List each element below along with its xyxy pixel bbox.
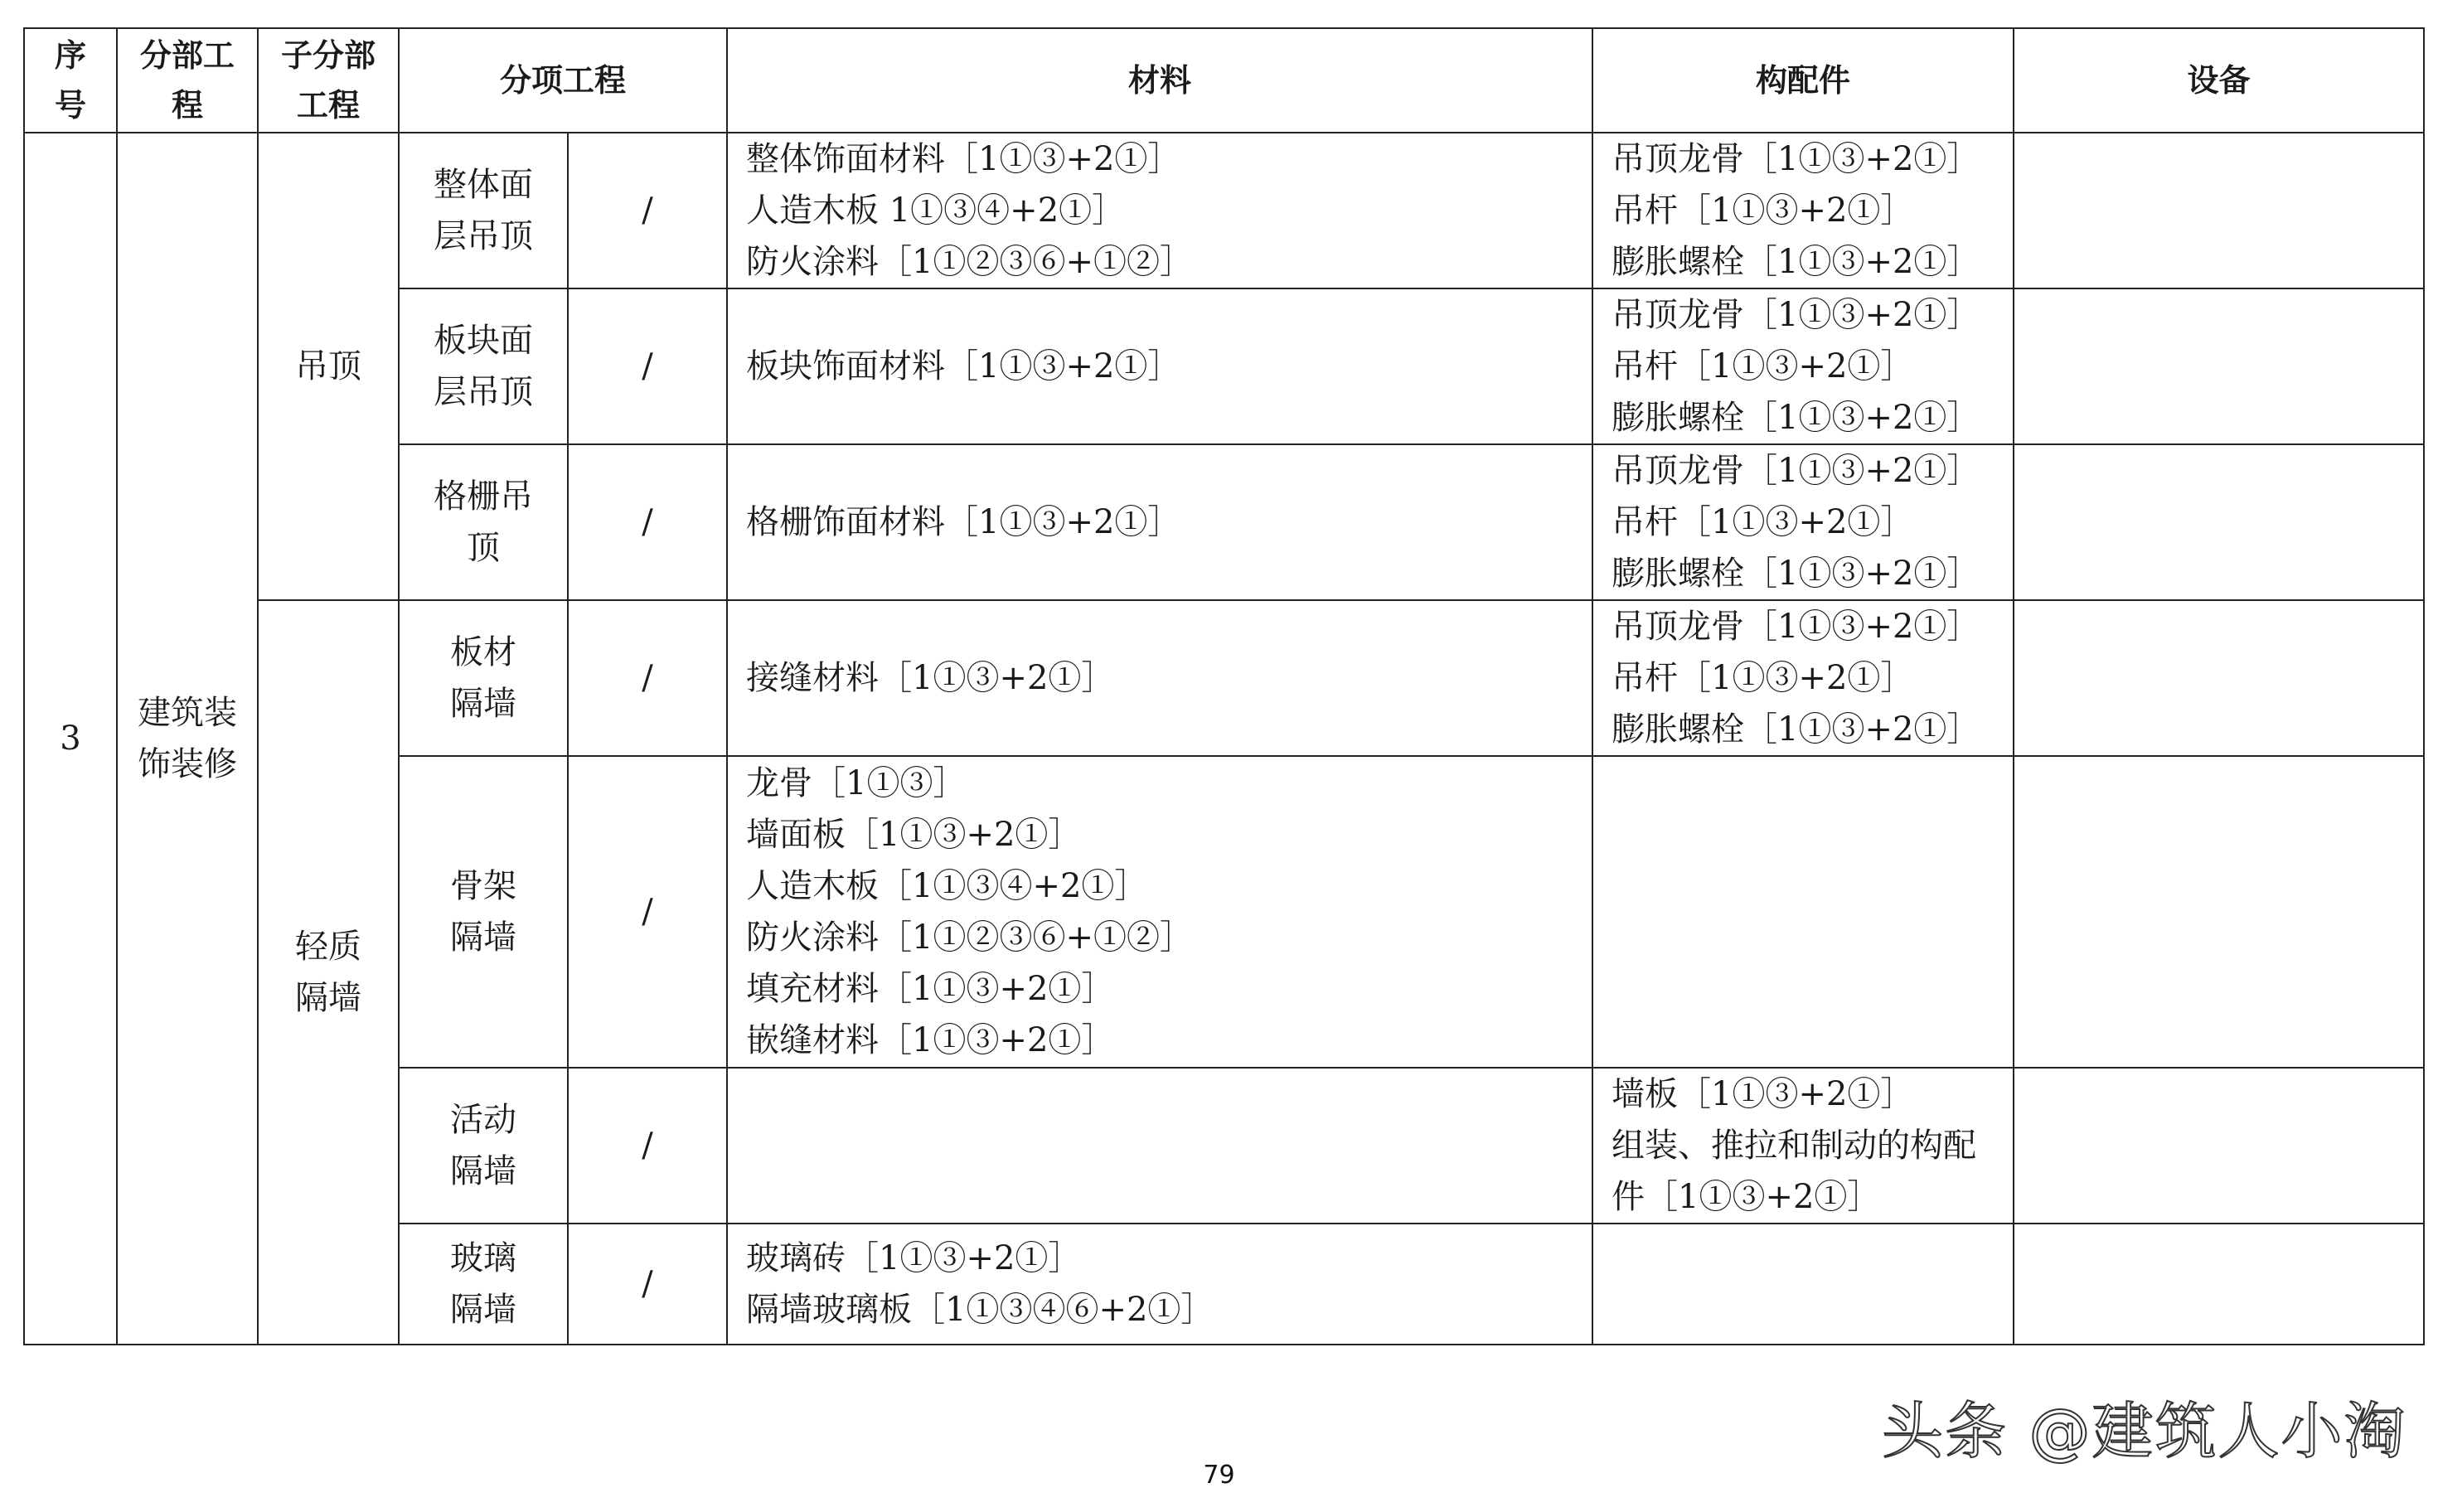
branch-cell: 建筑装饰装修 (117, 133, 258, 1345)
seq-cell: 3 (24, 133, 117, 1345)
item-cell: 骨架隔墙 (399, 756, 568, 1068)
table-row (24, 600, 2424, 756)
material-line: 嵌缝材料［1①③+2①］ (746, 1021, 1115, 1059)
header-material: 材料 (727, 28, 1592, 133)
specification-table (23, 27, 2425, 1345)
subbranch-ceiling: 吊顶 (258, 133, 399, 600)
material-line: 格栅饰面材料［1①③+2①］ (746, 503, 1181, 541)
component-cell (1592, 133, 2014, 288)
header-branch: 分部工程 (117, 28, 258, 133)
item-cell: 板块面层吊顶 (399, 288, 568, 444)
component-cell (1592, 444, 2014, 600)
header-subbranch: 子分部工程 (258, 28, 399, 133)
material-cell (727, 444, 1592, 600)
material-cell (727, 133, 1592, 288)
slash-cell: / (568, 756, 727, 1068)
slash-cell: / (568, 288, 727, 444)
material-line: 墙面板［1①③+2①］ (746, 816, 1082, 854)
slash-cell: / (568, 133, 727, 288)
component-cell (1592, 1224, 2014, 1345)
component-cell (1592, 1068, 2014, 1224)
component-line: 膨胀螺栓［1①③+2①］ (1612, 555, 1980, 593)
material-line: 隔墙玻璃板［1①③④⑥+2①］ (746, 1291, 1214, 1329)
material-line: 接缝材料［1①③+2①］ (746, 659, 1115, 697)
component-line: 膨胀螺栓［1①③+2①］ (1612, 399, 1980, 437)
material-line: 人造木板 1①③④+2①］ (746, 191, 1126, 230)
header-item: 分项工程 (399, 28, 727, 133)
material-line: 填充材料［1①③+2①］ (746, 970, 1115, 1008)
item-cell: 活动隔墙 (399, 1068, 568, 1224)
material-line: 整体饰面材料［1①③+2①］ (746, 140, 1181, 178)
material-line: 板块饰面材料［1①③+2①］ (746, 347, 1181, 385)
component-line: 吊杆［1①③+2①］ (1612, 347, 1914, 385)
header-equipment: 设备 (2014, 28, 2424, 133)
slash-cell: / (568, 1224, 727, 1345)
slash-cell: / (568, 1068, 727, 1224)
component-line: 组装、推拉和制动的构配件［1①③+2①］ (1612, 1127, 1977, 1216)
slash-cell: / (568, 444, 727, 600)
component-cell (1592, 756, 2014, 1068)
header-row (24, 28, 2424, 133)
component-line: 膨胀螺栓［1①③+2①］ (1612, 243, 1980, 281)
component-line: 膨胀螺栓［1①③+2①］ (1612, 710, 1980, 749)
equipment-cell (2014, 444, 2424, 600)
subbranch-partition: 轻质隔墙 (258, 600, 399, 1345)
equipment-cell (2014, 600, 2424, 756)
material-cell (727, 1068, 1592, 1224)
item-cell: 格栅吊顶 (399, 444, 568, 600)
header-component: 构配件 (1592, 28, 2014, 133)
material-cell (727, 756, 1592, 1068)
equipment-cell (2014, 288, 2424, 444)
component-line: 吊杆［1①③+2①］ (1612, 659, 1914, 697)
item-cell: 整体面层吊顶 (399, 133, 568, 288)
item-cell: 玻璃隔墙 (399, 1224, 568, 1345)
material-cell (727, 600, 1592, 756)
material-line: 防火涂料［1①②③⑥+①②］ (746, 918, 1193, 957)
equipment-cell (2014, 133, 2424, 288)
component-line: 吊杆［1①③+2①］ (1612, 191, 1914, 230)
material-line: 玻璃砖［1①③+2①］ (746, 1239, 1082, 1277)
component-line: 吊顶龙骨［1①③+2①］ (1612, 296, 1980, 334)
material-line: 龙骨［1①③］ (746, 764, 967, 802)
material-cell (727, 1224, 1592, 1345)
component-line: 吊顶龙骨［1①③+2①］ (1612, 608, 1980, 646)
table-row (24, 133, 2424, 288)
material-line: 人造木板［1①③④+2①］ (746, 867, 1148, 905)
page-number: 79 (1203, 1461, 1235, 1490)
equipment-cell (2014, 756, 2424, 1068)
equipment-cell (2014, 1068, 2424, 1224)
component-line: 墙板［1①③+2①］ (1612, 1075, 1914, 1113)
component-line: 吊顶龙骨［1①③+2①］ (1612, 452, 1980, 490)
slash-cell: / (568, 600, 727, 756)
watermark: 头条 @建筑人小淘 (1882, 1396, 2407, 1467)
material-line: 防火涂料［1①②③⑥+①②］ (746, 243, 1193, 281)
component-cell (1592, 288, 2014, 444)
component-cell (1592, 600, 2014, 756)
material-cell (727, 288, 1592, 444)
component-line: 吊顶龙骨［1①③+2①］ (1612, 140, 1980, 178)
item-cell: 板材隔墙 (399, 600, 568, 756)
equipment-cell (2014, 1224, 2424, 1345)
header-seq: 序号 (24, 28, 117, 133)
component-line: 吊杆［1①③+2①］ (1612, 503, 1914, 541)
